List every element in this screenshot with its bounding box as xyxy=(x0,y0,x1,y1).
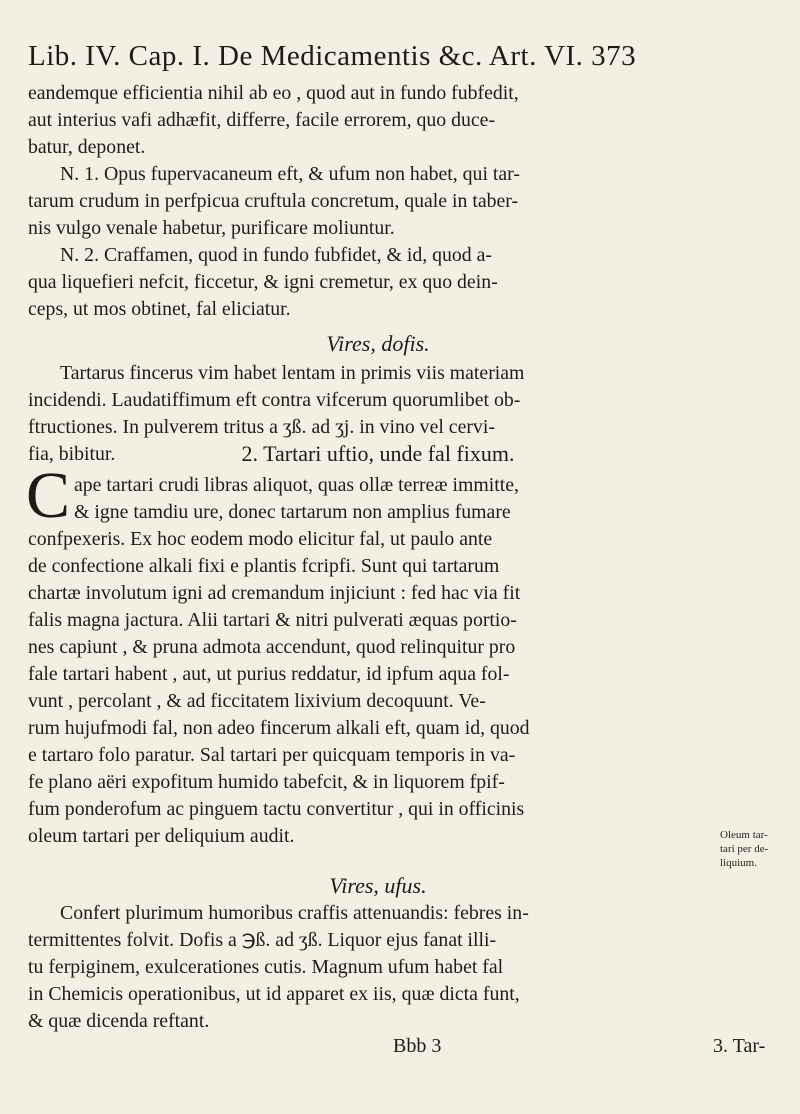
margin-note-line: Oleum tar- xyxy=(720,829,768,841)
text-line: fe plano aëri expofitum humido tabefcit, & in liquorem fpif- xyxy=(28,771,505,793)
catchword: 3. Tar- xyxy=(713,1035,766,1057)
margin-note xyxy=(720,828,800,870)
drop-cap: C xyxy=(26,459,71,532)
paragraph-ustio xyxy=(28,472,728,850)
page-footer xyxy=(0,1035,800,1061)
text-line: e tartaro folo paratur. Sal tartari per quicquam temporis in va- xyxy=(28,744,516,766)
text-line: oleum tartari per deliquium audit. xyxy=(28,825,295,847)
text-line: batur, deponet. xyxy=(28,136,146,158)
text-line: incidendi. Laudatiffimum eft contra vifcerum quorumlibet ob- xyxy=(28,389,521,411)
text-line: nes capiunt , & pruna admota accendunt, quod relinquitur pro xyxy=(28,636,516,658)
text-line: rum hujufmodi fal, non adeo fincerum alkali eft, quam id, quod xyxy=(28,717,530,739)
text-line: fum ponderofum ac pinguem tactu convertitur , qui in officinis xyxy=(28,798,525,820)
text-line: ceps, ut mos obtinet, fal eliciatur. xyxy=(28,298,291,320)
margin-note-line: liquium. xyxy=(720,857,757,869)
text-line: fale tartari habent , aut, ut purius reddatur, id ipfum aqua fol- xyxy=(28,663,510,685)
text-line: N. 2. Craffamen, quod in fundo fubfidet, & id, quod a- xyxy=(60,244,492,266)
text-line: & igne tamdiu ure, donec tartarum non amplius fumare xyxy=(74,501,511,523)
running-header: Lib. IV. Cap. I. De Medicamentis &c. Art. VI. 373 xyxy=(28,40,637,72)
subheading: Vires, dofis. xyxy=(326,331,430,356)
section-heading-ustio xyxy=(28,440,728,467)
text-line: fia, bibitur. xyxy=(28,443,116,465)
text-line: falis magna jactura. Alii tartari & nitri pulverati æquas portio- xyxy=(28,609,517,631)
text-line: chartæ involutum igni ad cremandum injiciunt : fed hac via fit xyxy=(28,582,521,604)
subheading: Vires, ufus. xyxy=(329,873,427,898)
text-line: aut interius vafi adhæfit, differre, facile errorem, quo duce- xyxy=(28,109,496,131)
text-line: in Chemicis operationibus, ut id apparet ex iis, quæ dicta funt, xyxy=(28,983,520,1005)
text-line: ftructiones. In pulverem tritus a ʒß. ad ʒj. in vino vel cervi- xyxy=(28,416,495,438)
text-line: qua liquefieri nefcit, ficcetur, & igni cremetur, ex quo dein- xyxy=(28,271,498,293)
text-line: N. 1. Opus fupervacaneum eft, & ufum non habet, qui tar- xyxy=(60,163,520,185)
text-line: Confert plurimum humoribus craffis attenuandis: febres in- xyxy=(60,902,529,924)
text-line: termittentes folvit. Dofis a ℈ß. ad ʒß. Liquor ejus fanat illi- xyxy=(28,929,497,951)
text-line: nis vulgo venale habetur, purificare moliuntur. xyxy=(28,217,395,239)
text-line: eandemque efficientia nihil ab eo , quod aut in fundo fubfedit, xyxy=(28,82,519,104)
text-line: vunt , percolant , & ad ficcitatem lixivium decoquunt. Ve- xyxy=(28,690,486,712)
paragraph-intro xyxy=(28,80,728,323)
text-line: de confectione alkali fixi e plantis fcripfi. Sunt qui tartarum xyxy=(28,555,500,577)
text-line: & quæ dicenda reftant. xyxy=(28,1010,210,1032)
text-line: ape tartari crudi libras aliquot, quas ollæ terreæ immitte, xyxy=(74,474,519,496)
margin-note-line: tari per de- xyxy=(720,843,769,855)
signature-mark: Bbb 3 xyxy=(393,1035,442,1057)
text-line: confpexeris. Ex hoc eodem modo elicitur fal, ut paulo ante xyxy=(28,528,493,550)
section-title: 2. Tartari uftio, unde fal fixum. xyxy=(241,441,515,466)
section-heading-usus xyxy=(28,872,728,899)
text-line: tarum crudum in perfpicua cruftula concretum, quale in taber- xyxy=(28,190,519,212)
paragraph-usus xyxy=(28,900,728,1035)
text-line: tu ferpiginem, exulcerationes cutis. Magnum ufum habet fal xyxy=(28,956,504,978)
section-heading-vires xyxy=(28,330,728,357)
text-line: Tartarus fincerus vim habet lentam in primis viis materiam xyxy=(60,362,525,384)
